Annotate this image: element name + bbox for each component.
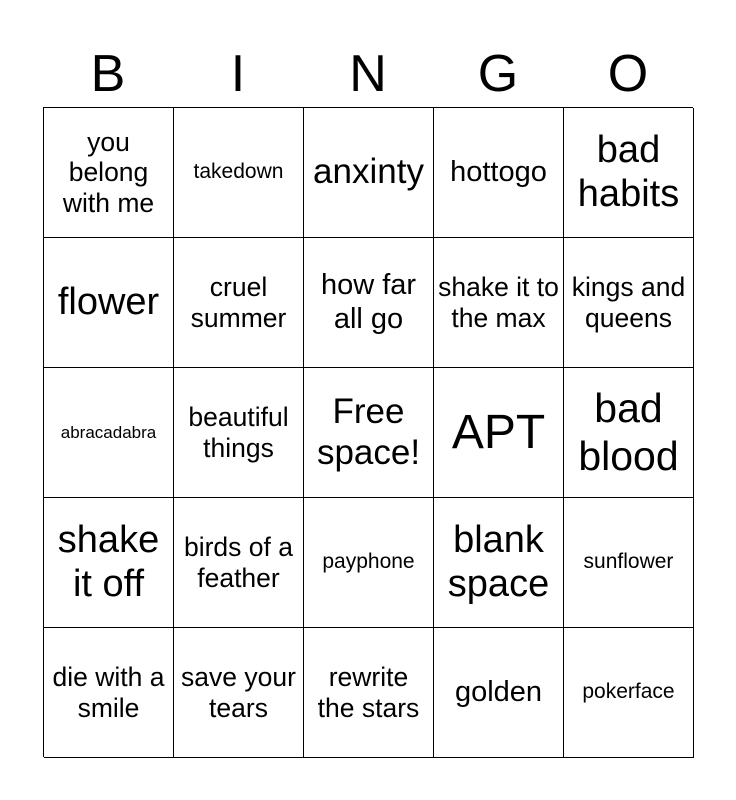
cell-text: anxinty (313, 152, 424, 192)
bingo-header (43, 40, 693, 108)
bingo-cell[interactable] (174, 628, 304, 758)
bingo-cell[interactable] (174, 498, 304, 628)
bingo-cell[interactable] (304, 238, 434, 368)
header-letter-o: O (607, 45, 649, 103)
bingo-cell[interactable] (44, 498, 174, 628)
bingo-cell[interactable] (44, 368, 174, 498)
bingo-cell[interactable] (174, 238, 304, 368)
bingo-cell[interactable] (434, 108, 564, 238)
cell-text: beautiful things (188, 402, 289, 463)
free-space-text: Free space! (316, 392, 421, 472)
bingo-cell[interactable] (434, 498, 564, 628)
cell-text: birds of a feather (183, 532, 293, 593)
cell-text: cruel summer (190, 272, 287, 333)
bingo-cell[interactable] (564, 238, 694, 368)
cell-text: pokerface (582, 680, 675, 704)
cell-text: rewrite the stars (317, 662, 420, 723)
header-letter-n: N (349, 45, 387, 103)
bingo-free-space[interactable] (304, 368, 434, 498)
cell-text: you belong with me (62, 126, 155, 218)
bingo-cell[interactable] (174, 108, 304, 238)
bingo-cell[interactable] (174, 368, 304, 498)
bingo-cell[interactable] (304, 628, 434, 758)
bingo-cell[interactable] (304, 108, 434, 238)
cell-text: bad blood (578, 385, 679, 479)
bingo-cell[interactable] (304, 498, 434, 628)
cell-text: bad habits (577, 128, 680, 215)
bingo-cell[interactable] (564, 108, 694, 238)
header-letter-g: G (477, 45, 519, 103)
bingo-cell[interactable] (44, 628, 174, 758)
cell-text: kings and queens (571, 272, 686, 333)
cell-text: shake it to the max (438, 272, 559, 333)
cell-text: golden (454, 675, 543, 708)
cell-text: die with a smile (52, 662, 165, 723)
cell-text: blank space (447, 518, 550, 605)
cell-text: flower (57, 280, 160, 323)
cell-text: save your tears (181, 662, 296, 723)
bingo-cell[interactable] (564, 628, 694, 758)
cell-text: takedown (193, 160, 284, 184)
bingo-cell[interactable] (44, 108, 174, 238)
bingo-cell[interactable] (564, 368, 694, 498)
bingo-cell[interactable] (434, 238, 564, 368)
cell-text: how far all go (320, 269, 417, 335)
cell-text: abracadabra (60, 422, 157, 442)
cell-text: hottogo (450, 155, 547, 188)
cell-text: sunflower (583, 550, 674, 574)
cell-text: shake it off (57, 518, 160, 605)
header-letter-b: B (90, 45, 126, 103)
bingo-cell[interactable] (44, 238, 174, 368)
cell-text: payphone (322, 550, 415, 574)
header-letter-i: I (230, 45, 246, 103)
cell-text: APT (451, 405, 546, 459)
bingo-board (43, 107, 693, 757)
bingo-cell[interactable] (434, 628, 564, 758)
bingo-cell[interactable] (434, 368, 564, 498)
bingo-cell[interactable] (564, 498, 694, 628)
